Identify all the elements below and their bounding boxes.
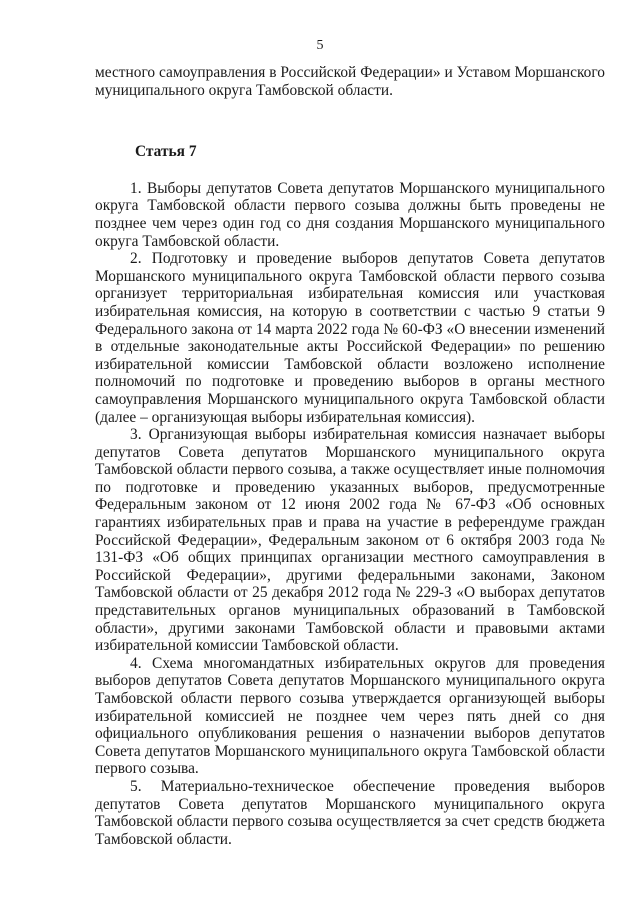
paragraph-3: 3. Организующая выборы избирательная комиссия назначает выборы депутатов Совета депутатов Моршанского муниципального округа Тамбовской области первого созыва, а также осуществляет иные полномочия по подготовке и проведению указанных выборов, предусмотренные Федеральным законом от 12 июня 2002 года № 67-ФЗ «Об основных гарантиях избирательных прав и права на участие в референдуме граждан Российской Федерации», Федеральным законом от 6 октября 2003 года № 131-ФЗ «Об общих принципах организации местного самоуправления в Российской Федерации», другими федеральными законами, Законом Тамбовской области от 25 декабря 2012 года № 229-З «О выборах депутатов представительных органов муниципальных образований в Тамбовской области», другими законами Тамбовской области и правовыми актами избирательной комиссии Тамбовской области. bbox=[95, 426, 605, 655]
paragraph-2: 2. Подготовку и проведение выборов депутатов Совета депутатов Моршанского муниципального округа Тамбовской области первого созыва организует территориальная избирательная комиссия или участковая избирательная комиссия, на которую в соответствии с частью 9 статьи 9 Федерального закона от 14 марта 2022 года № 60-ФЗ «О внесении изменений в отдельные законодательные акты Российской Федерации» по решению избирательной комиссии Тамбовской области возложено исполнение полномочий по подготовке и проведению выборов в органы местного самоуправления Моршанского муниципального округа Тамбовской области (далее – организующая выборы избирательная комиссия). bbox=[95, 250, 605, 426]
article-title: Статья 7 bbox=[135, 143, 197, 161]
paragraph-1: 1. Выборы депутатов Совета депутатов Моршанского муниципального округа Тамбовской области первого созыва должны быть проведены не позднее чем через один год со дня создания Моршанского муниципального округа Тамбовской области. bbox=[95, 179, 605, 250]
intro-paragraph: местного самоуправления в Российской Федерации» и Уставом Моршанского муниципального округа Тамбовской области. bbox=[95, 64, 605, 99]
paragraph-4: 4. Схема многомандатных избирательных округов для проведения выборов депутатов Совета депутатов Моршанского муниципального округа Тамбовской области первого созыва утверждается организующей выборы избирательной комиссией не позднее чем через пять дней со дня официального опубликования решения о назначении выборов депутатов Совета депутатов Моршанского муниципального округа Тамбовской области первого созыва. bbox=[95, 654, 605, 778]
document-body bbox=[95, 64, 605, 848]
page-number: 5 bbox=[316, 38, 324, 53]
paragraph-5: 5. Материально-техническое обеспечение проведения выборов депутатов Совета депутатов Моршанского муниципального округа Тамбовской области первого созыва осуществляется за счет средств бюджета Тамбовской области. bbox=[95, 777, 605, 848]
